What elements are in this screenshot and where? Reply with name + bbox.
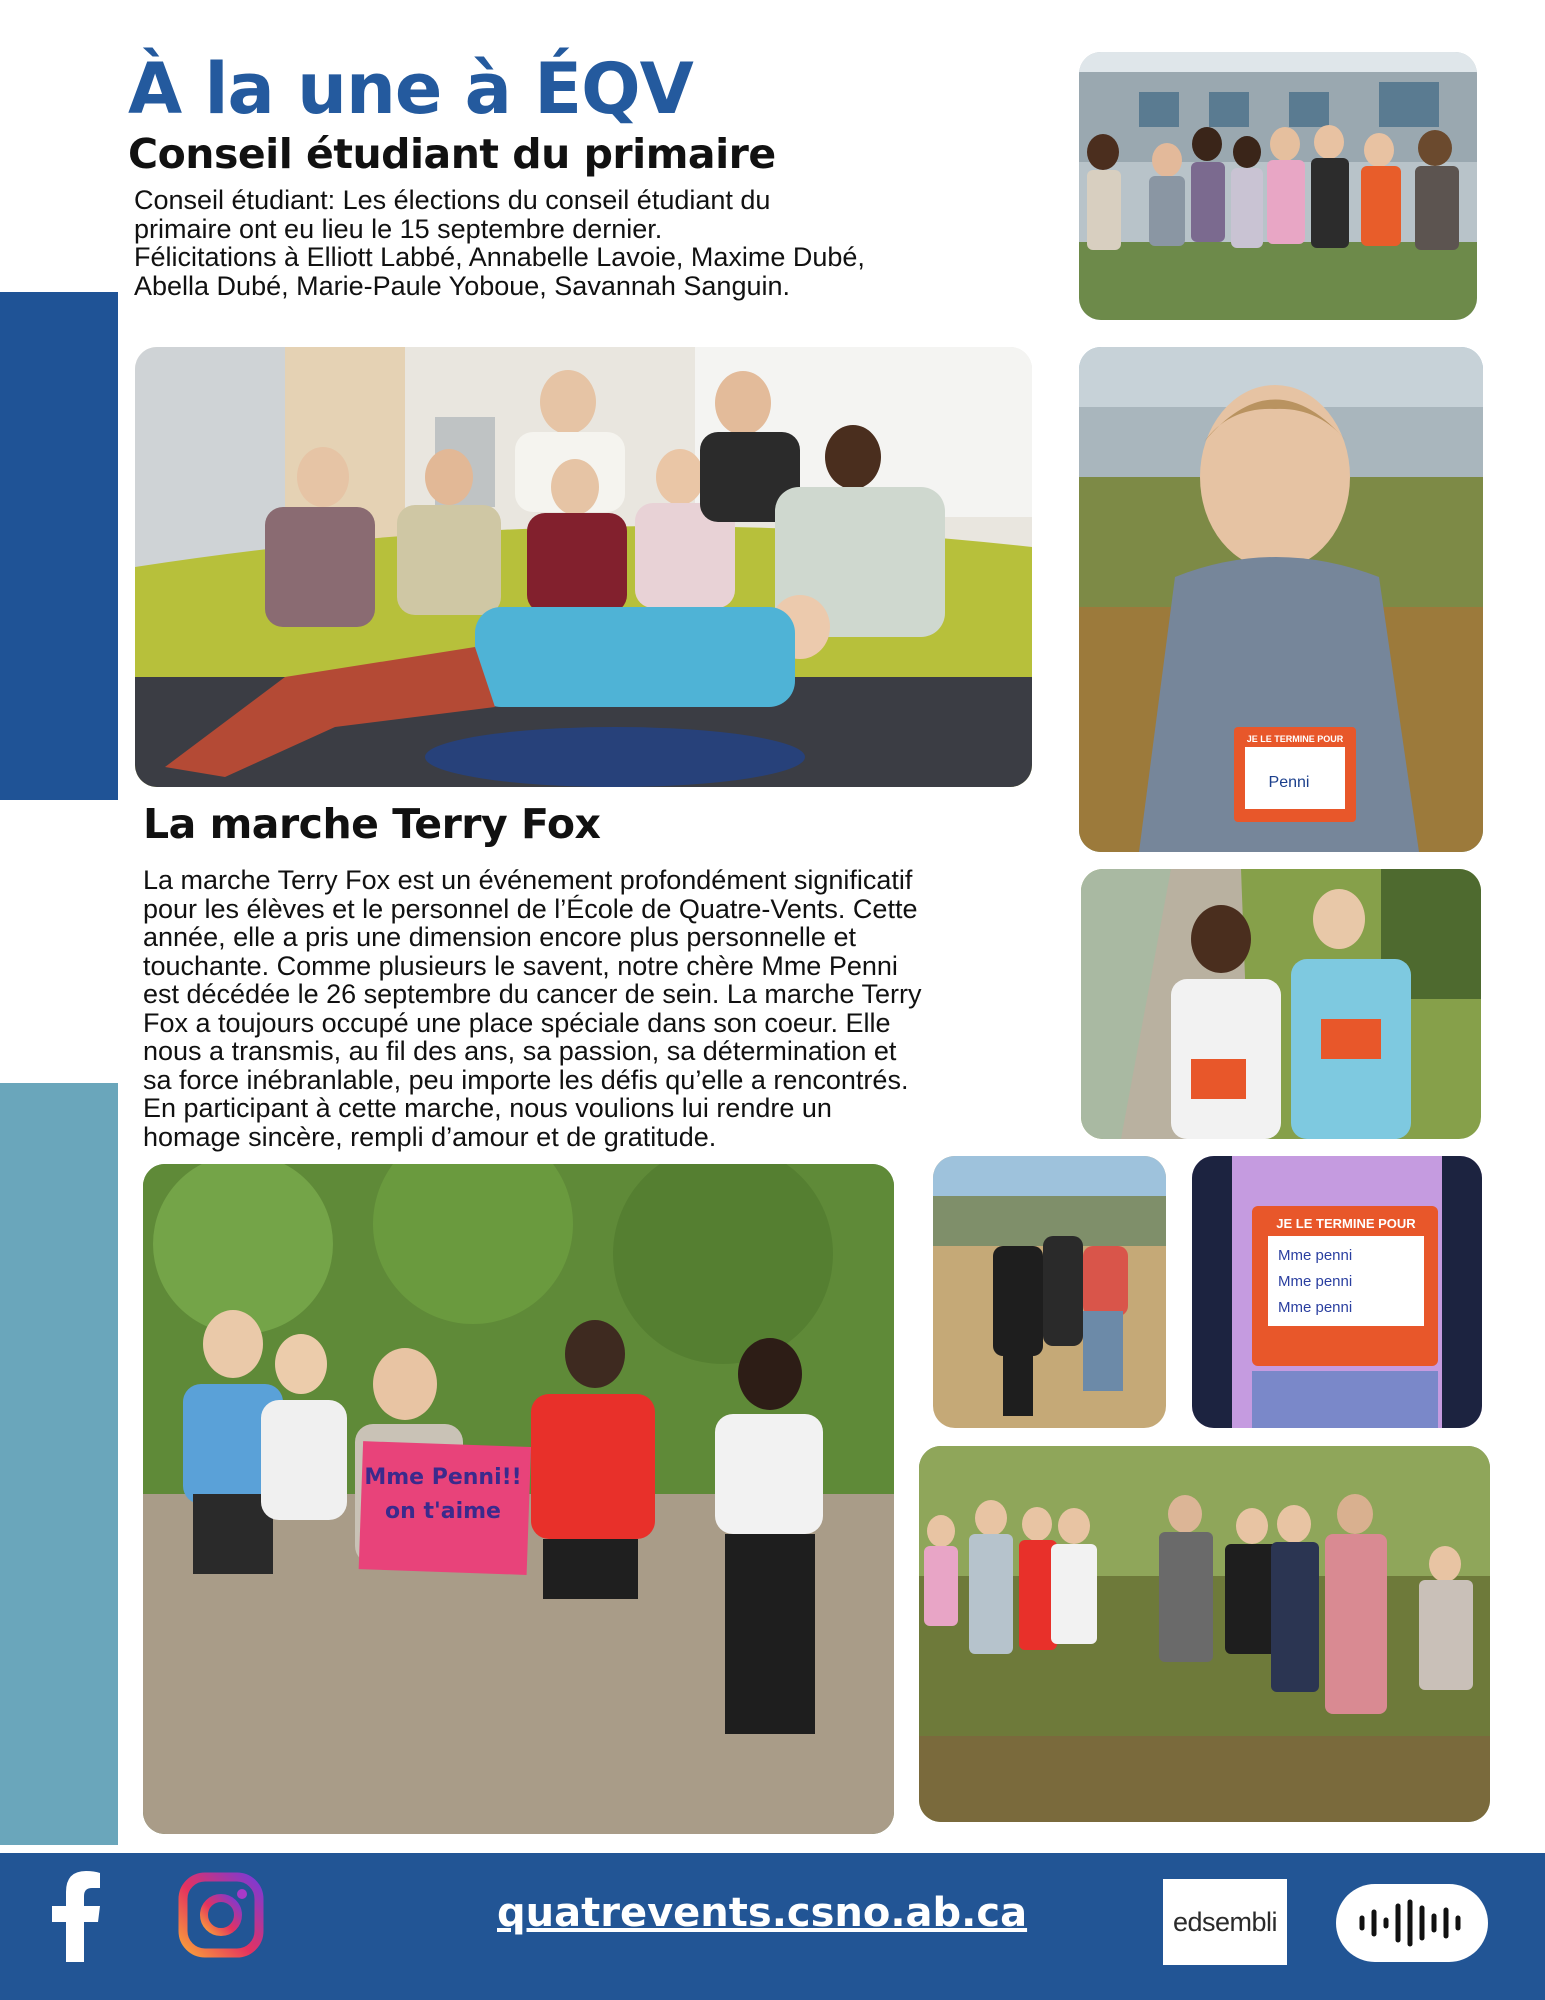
bib-label: JE LE TERMINE POUR xyxy=(1246,734,1344,744)
text-line: Fox a toujours occupé une place spéciale dans son coeur. Elle xyxy=(143,1007,891,1038)
audio-waveform-icon[interactable] xyxy=(1336,1884,1488,1962)
bib-label: JE LE TERMINE POUR xyxy=(1276,1216,1416,1231)
photo-student-council-outdoor xyxy=(1079,52,1477,320)
side-accent-bar-dark xyxy=(0,292,118,800)
sign-text-line: on t'aime xyxy=(385,1499,501,1524)
terry-fox-paragraph xyxy=(143,866,1063,1151)
photo-group-by-fence xyxy=(919,1446,1490,1822)
facebook-icon[interactable] xyxy=(52,1870,102,1962)
text-line: nous a transmis, au fil des ans, sa passion, sa détermination et xyxy=(143,1036,897,1066)
text-line: primaire ont eu lieu le 15 septembre dernier. xyxy=(134,213,663,244)
text-line: touchante. Comme plusieurs le savent, notre chère Mme Penni xyxy=(143,950,898,981)
text-line: Conseil étudiant: Les élections du conseil étudiant du xyxy=(134,185,771,215)
edsembli-logo[interactable]: edsembli xyxy=(1163,1879,1287,1965)
website-link[interactable]: quatrevents.csno.ab.ca xyxy=(497,1890,1028,1936)
text-line: année, elle a pris une dimension encore plus personnelle et xyxy=(143,922,856,952)
text-line: sa force inébranlable, peu importe les défis qu’elle a rencontrés. xyxy=(143,1064,909,1095)
photo-boy-terry-fox-bib xyxy=(1079,347,1483,852)
bib-name: Mme penni xyxy=(1278,1273,1353,1290)
photo-two-girls-path xyxy=(1081,869,1481,1139)
text-line: pour les élèves et le personnel de l’École de Quatre-Vents. Cette xyxy=(143,893,918,924)
sign-text-line: Mme Penni!! xyxy=(364,1465,522,1490)
text-line: Abella Dubé, Marie-Paule Yoboue, Savannah Sanguin. xyxy=(134,270,790,301)
bib-name: Mme penni xyxy=(1278,1299,1353,1316)
bib-name: Mme penni xyxy=(1278,1247,1353,1264)
photo-student-council-couch xyxy=(135,347,1032,787)
page-title: À la une à ÉQV xyxy=(128,48,693,130)
text-line: homage sincère, rempli d’amour et de gratitude. xyxy=(143,1121,717,1152)
photo-bib-closeup xyxy=(1192,1156,1482,1428)
text-line: Félicitations à Elliott Labbé, Annabelle Lavoie, Maxime Dubé, xyxy=(134,242,865,272)
text-line: est décédée le 26 septembre du cancer de sein. La marche Terry xyxy=(143,979,922,1009)
bib-name: Penni xyxy=(1268,774,1310,791)
side-accent-bar-light xyxy=(0,1083,118,1845)
photo-girls-with-sign xyxy=(143,1164,894,1834)
conseil-heading: Conseil étudiant du primaire xyxy=(128,130,776,178)
terry-fox-heading: La marche Terry Fox xyxy=(143,800,601,848)
photo-walkers-trail xyxy=(933,1156,1166,1428)
text-line: En participant à cette marche, nous voulions lui rendre un xyxy=(143,1093,832,1123)
text-line: La marche Terry Fox est un événement profondément significatif xyxy=(143,865,913,895)
instagram-icon[interactable] xyxy=(178,1872,264,1958)
conseil-paragraph xyxy=(134,186,964,300)
